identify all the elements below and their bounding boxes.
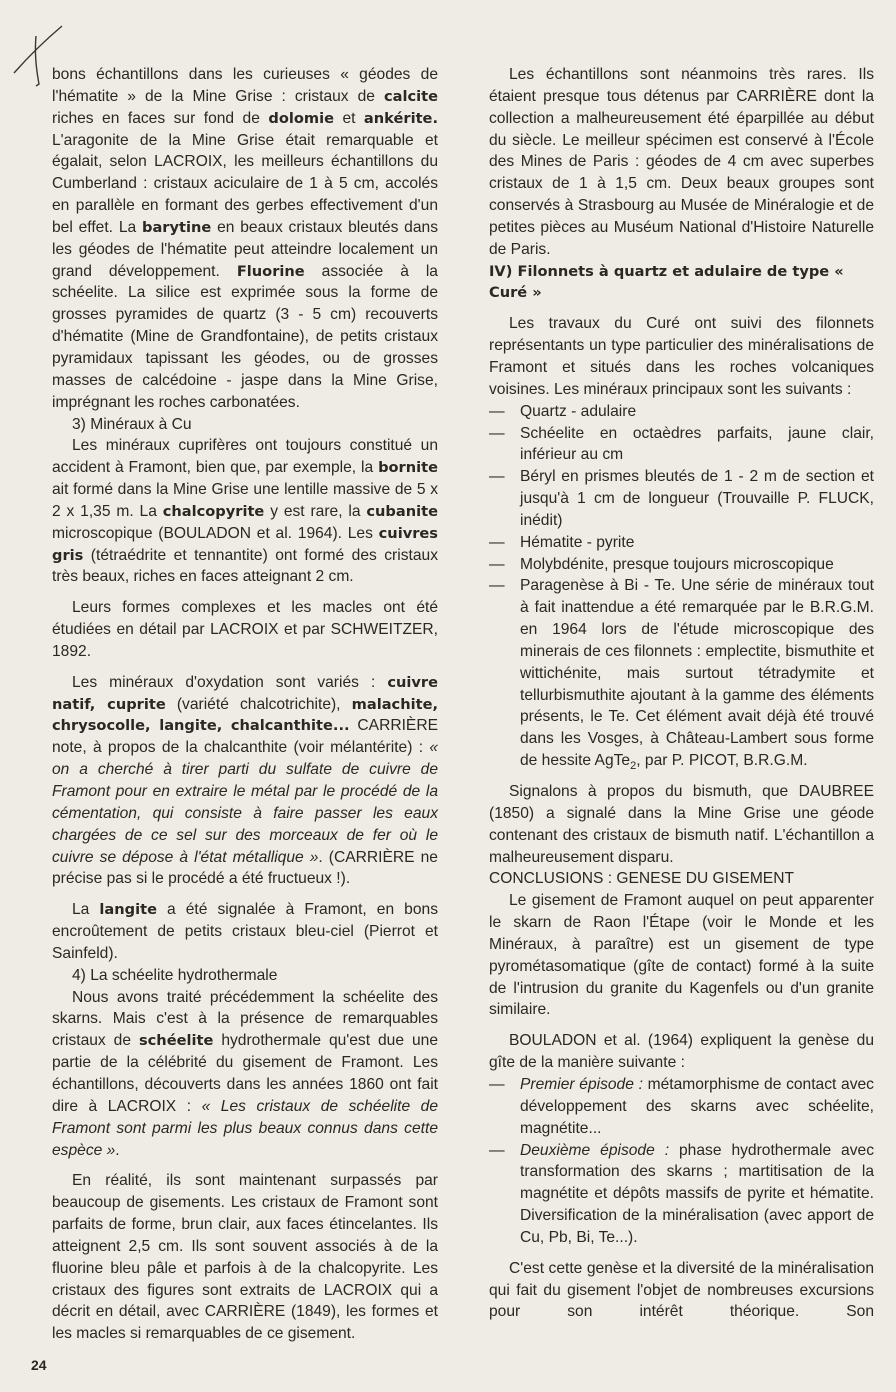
text-run: bons échantillons dans les curieuses « géodes de l'hématite » de la Mine Grise : cristaux de — [52, 66, 438, 105]
text-run: L'aragonite de la Mine Grise était remarquable et égalait, selon LACROIX, les meilleurs échantillons du Cumberland : cristaux aciculaire de 1 à 5 cm, accolés en parallèle en formant des gerbes effectivement d'un bel effet. La — [52, 131, 438, 236]
italic-text: « on a cherché à tirer parti du sulfate de cuivre de Framont pour en extraire le métal par le procédé de la cémentation, qui consiste à faire passer les eaux chargées de ce sel sur des morceaux de fer où le cuivre se dépose à l'état métallique » — [52, 739, 438, 866]
mineral-name: dolomie — [268, 109, 334, 127]
mineral-name: cubanite — [366, 502, 438, 520]
text-run: BOULADON et al. (1964) expliquent la genèse du gîte de la manière suivante : — [489, 1032, 874, 1072]
mineral-name: barytine — [142, 218, 212, 236]
mineral-name: Fluorine — [236, 262, 305, 280]
list-item — [489, 554, 874, 576]
text-run: CONCLUSIONS : GENESE DU GISEMENT — [489, 870, 794, 888]
text-run: C'est cette genèse et la diversité de la minéralisation qui fait du gisement l'objet de nombreuses excursions pour son intérêt théorique. Son — [489, 1259, 874, 1321]
text-run: Nous avons traité précédemment la schéelite des skarns. Mais c'est à la présence de remarquables cristaux de — [52, 988, 438, 1050]
paragraph — [489, 313, 874, 400]
left-column — [52, 64, 438, 1345]
text-run: Molybdénite, presque toujours microscopique — [520, 555, 834, 573]
text-run: Leurs formes complexes et les macles ont été étudiées en détail par LACROIX et par SCHWEITZER, 1892. — [52, 599, 438, 660]
text-run: Paragenèse à Bi - Te. Une série de minéraux tout à fait inattendue a été remarquée par le B.R.G.M. en 1964 lors de l'étude microscopique des minerais de ces filonnets : emplectite, bismuthite et wittichénite, mais surtout tétradymite et tellurbismuthite ajoutant à la gamme des éléments présents, le Te. Cet élément avait déjà été trouvé dans les Vosges, à Château-Lambert sous forme de hessite AgTe — [520, 577, 874, 770]
list-dash: — — [489, 1141, 505, 1159]
text-run: IV) Filonnets à quartz et adulaire de type « Curé » — [489, 262, 844, 302]
text-run: Béryl en prismes bleutés de 1 - 2 m de section et jusqu'à 1 cm de longueur (Trouvaille P. FLUCK, inédit) — [520, 468, 874, 529]
list-dash: — — [489, 555, 505, 573]
paragraph — [52, 435, 438, 588]
list-item — [489, 466, 874, 532]
text-run: En réalité, ils sont maintenant surpassés par beaucoup de gisements. Les cristaux de Framont sont parfaits de forme, brun clair, aux faces étincelantes. Ils atteignent 2,5 cm. Ils sont souvent associés à de la fluorine bleu pâle et parfois à de la chalcopyrite. Les cristaux des figures sont extraits de LACROIX qui a décrit en détail, avec CARRIÈRE (1849), les formes et les macles si remarquables de ce gisement. — [52, 1172, 438, 1343]
text-run: microscopique (BOULADON et al. 1964). Les — [52, 524, 379, 542]
paragraph — [52, 672, 438, 890]
text-run: Quartz - adulaire — [520, 402, 637, 420]
list-dash: — — [489, 577, 505, 595]
text-run: Hématite - pyrite — [520, 533, 635, 551]
right-column — [489, 64, 874, 1323]
list-item — [489, 575, 874, 772]
list-dash: — — [489, 1075, 505, 1093]
text-run: Schéelite en octaèdres parfaits, jaune clair, inférieur au cm — [520, 424, 874, 464]
text-run: , par P. PICOT, B.R.G.M. — [636, 752, 808, 770]
paragraph — [489, 1030, 874, 1074]
text-run: Les minéraux cuprifères ont toujours constitué un accident à Framont, bien que, par exemple, la — [52, 437, 438, 477]
text-run: et — [333, 109, 364, 127]
paragraph — [489, 64, 874, 261]
text-run: La — [72, 901, 100, 919]
paragraph — [52, 899, 438, 965]
text-run: . (CARRIÈRE ne précise pas si le procédé a été fructueux !). — [52, 848, 438, 888]
text-run: (variété chalcotrichite), — [165, 695, 352, 713]
section-heading — [52, 965, 438, 987]
mineral-name: schéelite — [138, 1032, 214, 1050]
list-item — [489, 423, 874, 467]
mineral-name: chalcopyrite — [162, 502, 265, 520]
paragraph — [489, 1258, 874, 1324]
text-run: hydrothermale qu'est due une partie de la célébrité du gisement de Framont. Les échantillons, découverts dans les années 1860 ont fait dire à LACROIX : — [52, 1032, 438, 1115]
section-heading — [489, 261, 874, 305]
text-run: Les minéraux d'oxydation sont variés : — [72, 673, 388, 691]
list-dash: — — [489, 468, 505, 486]
mineral-name: cuivres gris — [52, 524, 438, 564]
italic-text: Deuxième épisode : — [520, 1141, 670, 1159]
text-run: y est rare, la — [264, 502, 367, 520]
list-dash: — — [489, 533, 505, 551]
paragraph — [52, 64, 438, 414]
list-item — [489, 532, 874, 554]
mineral-name: ankérite. — [363, 109, 438, 127]
list-dash: — — [489, 424, 505, 442]
paragraph — [52, 987, 438, 1162]
text-run: Les travaux du Curé ont suivi des filonnets représentants un type particulier des minéralisations de Framont et situés dans les roches volcaniques voisines. Les minéraux principaux sont les suivants : — [489, 315, 874, 398]
section-heading — [489, 868, 874, 890]
text-run: métamorphisme de contact avec développement des skarns avec schéelite, magnétite... — [520, 1075, 874, 1137]
text-run: Signalons à propos du bismuth, que DAUBREE (1850) a signalé dans la Mine Grise une géode contenant des cristaux de bismuth natif. L'échantillon a malheureusement disparu. — [489, 783, 874, 866]
section-heading — [52, 414, 438, 436]
text-run: associée à la schéelite. La silice est exprimée sous la forme de grosses pyramides de quartz (3 - 5 cm) recouverts d'hématite (Mine de Grandfontaine), de petits cristaux pyramidaux tapissant les géodes, ou de grosses masses de calcédoine - jaspe dans la Mine Grise, imprégnant les roches carbonatées. — [52, 262, 438, 411]
text-run: (tétraédrite et tennantite) ont formé des cristaux très beaux, riches en faces atteignant 2 cm. — [52, 546, 438, 586]
text-run: riches en faces sur fond de — [52, 109, 269, 127]
paragraph — [489, 890, 874, 1021]
text-run: 4) La schéelite hydrothermale — [72, 966, 278, 984]
text-run: CARRIÈRE note, à propos de la chalcanthite (voir mélantérite) : — [52, 717, 438, 757]
list-item — [489, 401, 874, 423]
italic-text: « Les cristaux de schéelite de Framont sont parmi les plus beaux connus dans cette espèce » — [52, 1097, 439, 1159]
text-run: . — [115, 1141, 120, 1159]
subscript: 2 — [630, 760, 637, 773]
text-run: en beaux cristaux bleutés dans les géodes de l'hématite peut atteindre localement un grand développement. — [52, 218, 439, 280]
mineral-name: cuivre natif, cuprite — [52, 673, 438, 713]
text-run: Les échantillons sont néanmoins très rares. Ils étaient presque tous détenus par CARRIÈRE dont la collection a malheureusement été éparpillée au début du siècle. Le meilleur spécimen est conservé à l'École des Mines de Paris : géodes de 4 cm avec superbes cristaux de 1 à 1,5 cm. Deux beaux groupes sont conservés à Strasbourg au Musée de Minéralogie et de petites pièces au Muséum National d'Histoire Naturelle de Paris. — [489, 66, 874, 258]
mineral-name: bornite — [378, 459, 438, 477]
mineral-name: malachite, chrysocolle, langite, chalcanthite... — [52, 695, 439, 735]
italic-text: Premier épisode : — [520, 1075, 643, 1093]
text-run: Le gisement de Framont auquel on peut apparenter le skarn de Raon l'Étape (voir le Monde et les Minéraux, à paraître) est un gisement de type pyrométasomatique (gîte de contact) formé à la suite de l'intrusion du granite du Kagenfels ou d'un granite similaire. — [489, 892, 874, 1019]
text-run: ait formé dans la Mine Grise une lentille massive de 5 x 2 x 1,35 m. La — [52, 481, 438, 520]
page-number: 24 — [31, 1357, 47, 1373]
text-run: 3) Minéraux à Cu — [72, 415, 192, 433]
text-run: phase hydrothermale avec transformation des skarns ; martitisation de la magnétite et dépôts massifs de pyrite et hématite. Diversification de la minéralisation (avec apport de Cu, Pb, Bi, Te...). — [520, 1141, 874, 1246]
paragraph — [489, 781, 874, 868]
paragraph — [52, 1170, 438, 1345]
list-dash: — — [489, 402, 505, 420]
list-item — [489, 1140, 874, 1249]
list-item — [489, 1074, 874, 1140]
mineral-name: langite — [99, 901, 157, 919]
text-run: a été signalée à Framont, en bons encroûtement de petits cristaux bleu-ciel (Pierrot et Sainfeld). — [52, 901, 438, 962]
mineral-name: calcite — [383, 87, 438, 105]
paragraph — [52, 597, 438, 663]
